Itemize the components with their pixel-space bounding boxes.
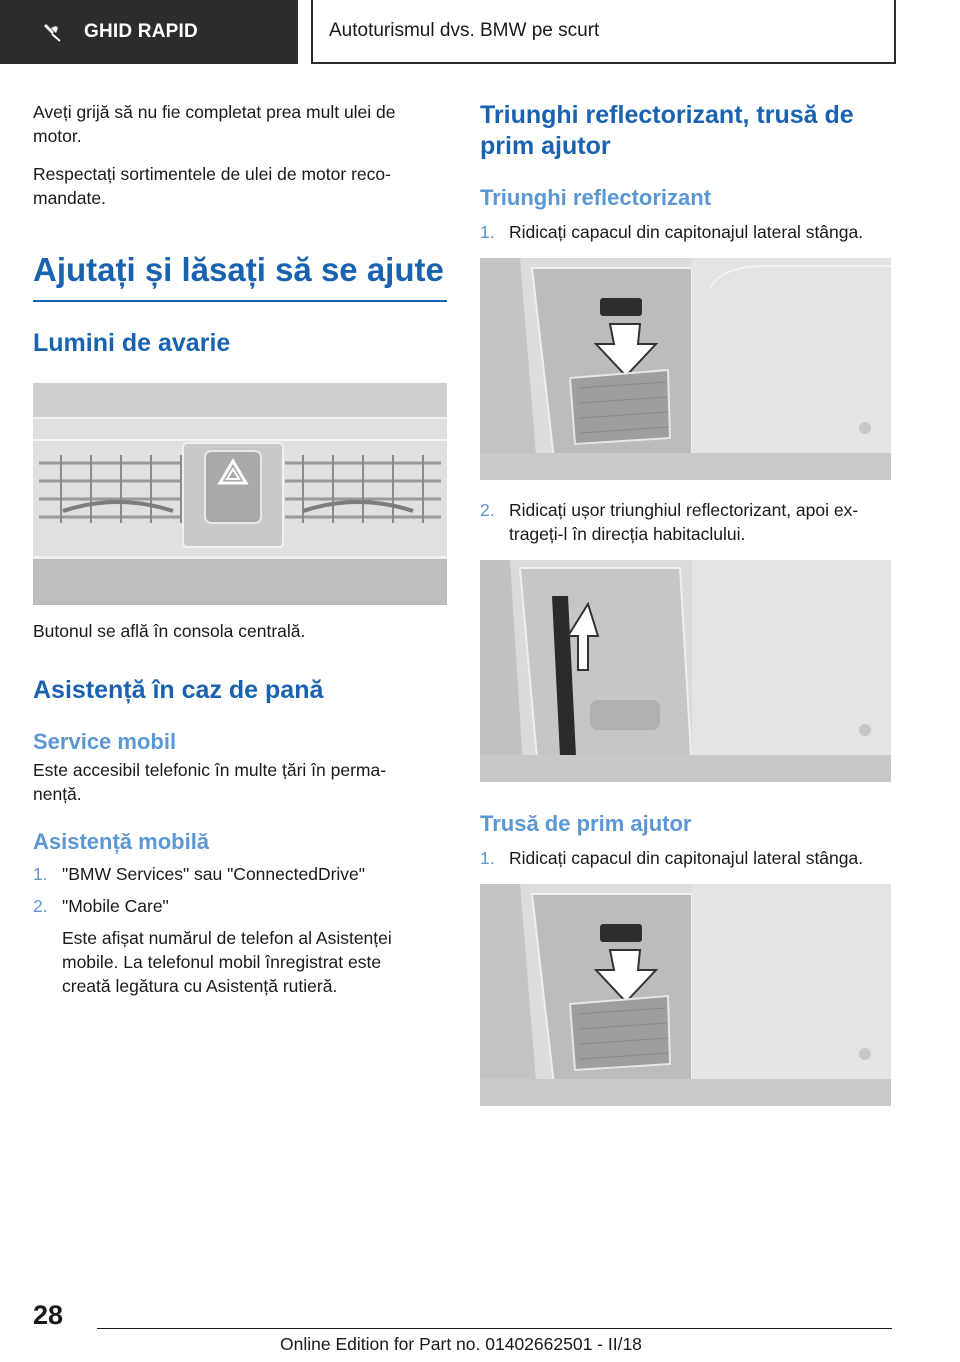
list-item — [480, 846, 891, 870]
step-text: Ridicați capacul din capitonajul lateral stânga. — [509, 848, 864, 868]
triangle-kit-heading: Triunghi reflectorizant, trusă de prim ajutor — [480, 101, 854, 160]
lift-cover-photo — [480, 258, 891, 480]
section-tab-label: GHID RAPID — [84, 21, 198, 42]
hazard-heading: Lumini de avarie — [33, 329, 231, 357]
right-column — [480, 100, 891, 1106]
firstaid-heading: Trusă de prim ajutor — [480, 811, 692, 836]
main-heading: Ajutați și lăsați să se ajute — [33, 251, 444, 288]
mobile-service-text: Este accesibil telefonic în multe țări în perma-nență. — [33, 760, 387, 804]
triangle-heading: Triunghi reflectorizant — [480, 185, 712, 210]
pushpin-icon — [42, 22, 62, 42]
page-header-title: Autoturismul dvs. BMW pe scurt — [311, 0, 896, 64]
list-item — [480, 498, 891, 546]
list-item — [33, 894, 447, 918]
mobile-assist-note: Este afișat numărul de telefon al Asistenței mobile. La telefonul mobil înregistrat este creată legătura cu Asistență rutieră. — [62, 928, 392, 996]
list-item — [33, 862, 447, 886]
left-column — [33, 100, 447, 998]
mobile-service-heading: Service mobil — [33, 729, 177, 754]
step-text: Ridicați ușor triunghiul reflectorizant, apoi ex-trageți-l în direcția habitaclului. — [509, 500, 859, 544]
section-tab[interactable] — [0, 0, 298, 64]
triangle-steps-2 — [480, 498, 891, 546]
mobile-assist-steps — [33, 862, 447, 918]
footer-edition: Online Edition for Part no. 01402662501 - II/18 — [280, 1334, 642, 1354]
breakdown-heading: Asistență în caz de pană — [33, 676, 324, 704]
step-number: 1. — [480, 848, 495, 868]
step-text: "BMW Services" sau "ConnectedDrive" — [62, 864, 366, 884]
mobile-assist-heading: Asistență mobilă — [33, 829, 210, 854]
step-number: 1. — [480, 222, 495, 242]
triangle-steps-1 — [480, 220, 891, 244]
step-number: 2. — [33, 896, 48, 916]
firstaid-cover-photo — [480, 884, 891, 1106]
step-number: 1. — [33, 864, 48, 884]
firstaid-steps — [480, 846, 891, 870]
remove-triangle-photo — [480, 560, 891, 782]
step-text: Ridicați capacul din capitonajul lateral stânga. — [509, 222, 864, 242]
intro-paragraph-2: Respectați sortimentele de ulei de motor reco-mandate. — [33, 164, 391, 208]
hazard-caption: Butonul se află în consola centrală. — [33, 621, 306, 641]
list-item — [480, 220, 891, 244]
step-text: "Mobile Care" — [62, 896, 169, 916]
page-number: 28 — [33, 1300, 64, 1330]
footer-rule — [97, 1328, 892, 1329]
hazard-button-photo — [33, 383, 447, 605]
step-number: 2. — [480, 500, 495, 520]
heading-rule — [33, 300, 447, 302]
intro-paragraph-1: Aveți grijă să nu fie completat prea mult ulei de motor. — [33, 102, 396, 146]
